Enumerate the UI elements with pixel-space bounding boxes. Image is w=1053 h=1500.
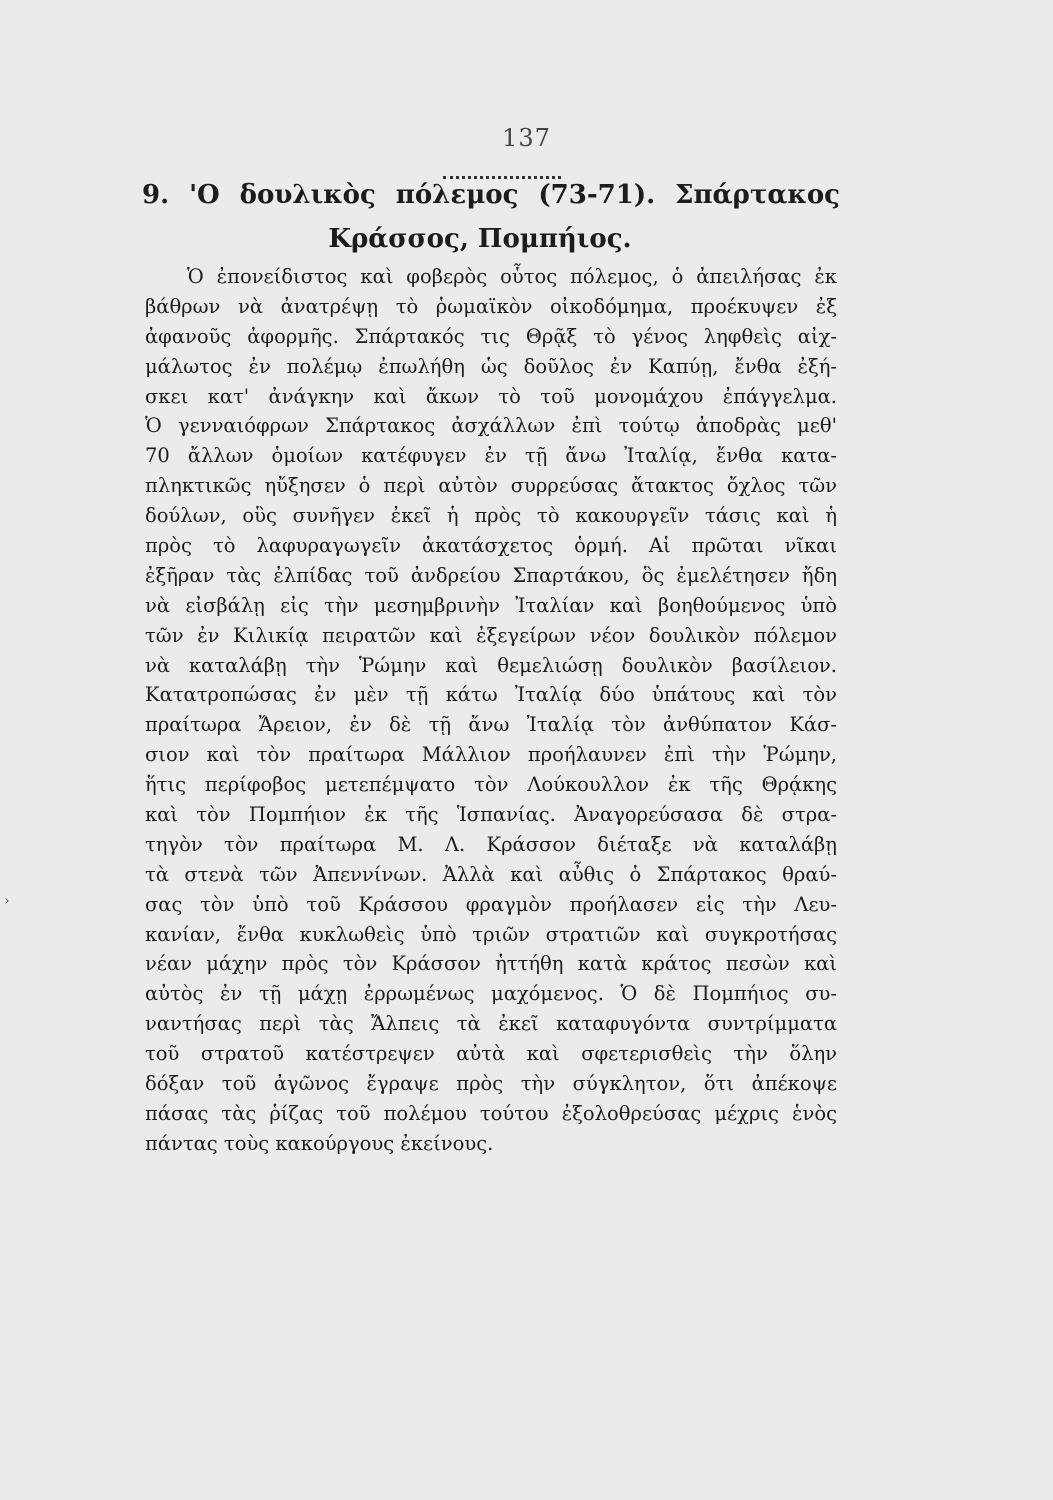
text-line: δούλων, οὓς συνῆγεν ἐκεῖ ἡ πρὸς τὸ κακουργεῖν τάσις καὶ ἡ xyxy=(145,504,837,528)
text-line: σας τὸν ὑπὸ τοῦ Κράσσου φραγμὸν προήλασεν εἰς τὴν Λευ- xyxy=(145,892,837,916)
text-line: ἐξῆραν τὰς ἐλπίδας τοῦ ἀνδρείου Σπαρτάκου, ὃς ἐμελέτησεν ἤδη xyxy=(145,563,837,587)
text-line: τὰ στενὰ τῶν Ἀπεννίνων. Ἀλλὰ καὶ αὖθις ὁ Σπάρτακος θραύ- xyxy=(145,862,837,886)
text-line: Ὁ ἐπονείδιστος καὶ φοβερὸς οὗτος πόλεμος, ὁ ἀπειλήσας ἐκ xyxy=(187,265,837,288)
text-line: πραίτωρα Ἄρειον, ἐν δὲ τῇ ἄνω Ἰταλίᾳ τὸν ἀνθύπατον Κάσ- xyxy=(145,713,837,737)
text-line: ναντήσας περὶ τὰς Ἄλπεις τὰ ἐκεῖ καταφυγόντα συντρίμματα xyxy=(145,1012,837,1036)
text-line: Κατατροπώσας ἐν μὲν τῇ κάτω Ἰταλίᾳ δύο ὑπάτους καὶ τὸν xyxy=(145,683,837,707)
text-line: νὰ εἰσβάλῃ εἰς τὴν μεσημβρινὴν Ἰταλίαν καὶ βοηθούμενος ὑπὸ xyxy=(145,593,837,617)
text-line: δόξαν τοῦ ἀγῶνος ἔγραψε πρὸς τὴν σύγκλητον, ὅτι ἀπέκοψε xyxy=(145,1072,837,1096)
text-line: 70 ἄλλων ὁμοίων κατέφυγεν ἐν τῇ ἄνω Ἰταλίᾳ, ἔνθα κατα- xyxy=(145,444,837,468)
text-line: Ὁ γενναιόφρων Σπάρτακος ἀσχάλλων ἐπὶ τούτῳ ἀποδρὰς μεθ' xyxy=(145,414,837,438)
text-line: νέαν μάχην πρὸς τὸν Κράσσον ἡττήθη κατὰ κράτος πεσὼν καὶ xyxy=(145,952,837,976)
text-line: τῶν ἐν Κιλικίᾳ πειρατῶν καὶ ἐξεγείρων νέον δουλικὸν πόλεμον xyxy=(145,623,837,647)
section-title-line-2: Κράσσος, Πομπήιος. xyxy=(328,224,632,254)
ornamental-rule xyxy=(443,170,561,179)
text-line: ἀφανοῦς ἀφορμῆς. Σπάρτακός τις Θρᾷξ τὸ γένος ληφθεὶς αἰχ- xyxy=(145,324,837,348)
text-line: ἥτις περίφοβος μετεπέμψατο τὸν Λούκουλλον ἐκ τῆς Θρᾴκης xyxy=(145,773,837,797)
text-line: πάντας τοὺς κακούργους ἐκείνους. xyxy=(145,1131,494,1155)
text-line: σκει κατ' ἀνάγκην καὶ ἄκων τὸ τοῦ μονομάχου ἐπάγγελμα. xyxy=(145,384,837,408)
text-line: πάσας τὰς ῥίζας τοῦ πολέμου τούτου ἐξολοθρεύσας μέχρις ἑνὸς xyxy=(145,1101,837,1125)
text-line: αὐτὸς ἐν τῇ μάχῃ ἐρρωμένως μαχόμενος. Ὁ δὲ Πομπήιος συ- xyxy=(145,982,837,1006)
margin-mark: › xyxy=(4,893,10,909)
page-number: 137 xyxy=(502,124,551,152)
text-line: πρὸς τὸ λαφυραγωγεῖν ἀκατάσχετος ὁρμή. Αἱ πρῶται νῖκαι xyxy=(145,534,837,558)
section-title-line-1: 9. 'Ο δουλικὸς πόλεμος (73-71). Σπάρτακος xyxy=(142,180,840,210)
text-line: τηγὸν τὸν πραίτωρα Μ. Λ. Κράσσον διέταξε νὰ καταλάβῃ xyxy=(145,832,837,856)
text-line: σιον καὶ τὸν πραίτωρα Μάλλιον προήλαυνεν ἐπὶ τὴν Ῥώμην, xyxy=(145,743,837,767)
text-line: μάλωτος ἐν πολέμῳ ἐπωλήθη ὡς δοῦλος ἐν Καπύῃ, ἔνθα ἐξή- xyxy=(145,354,837,378)
text-line: νὰ καταλάβῃ τὴν Ῥώμην καὶ θεμελιώσῃ δουλικὸν βασίλειον. xyxy=(145,653,837,677)
text-line: βάθρων νὰ ἀνατρέψῃ τὸ ῥωμαϊκὸν οἰκοδόμημα, προέκυψεν ἐξ xyxy=(145,294,837,318)
text-line: πληκτικῶς ηὔξησεν ὁ περὶ αὐτὸν συρρεύσας ἄτακτος ὄχλος τῶν xyxy=(145,474,837,498)
text-line: καὶ τὸν Πομπήιον ἐκ τῆς Ἱσπανίας. Ἀναγορεύσασα δὲ στρα- xyxy=(145,803,837,827)
text-line: τοῦ στρατοῦ κατέστρεψεν αὐτὰ καὶ σφετερισθεὶς τὴν ὅλην xyxy=(145,1042,837,1066)
text-line: κανίαν, ἔνθα κυκλωθεὶς ὑπὸ τριῶν στρατιῶν καὶ συγκροτήσας xyxy=(145,922,837,946)
body-text xyxy=(145,262,837,1159)
